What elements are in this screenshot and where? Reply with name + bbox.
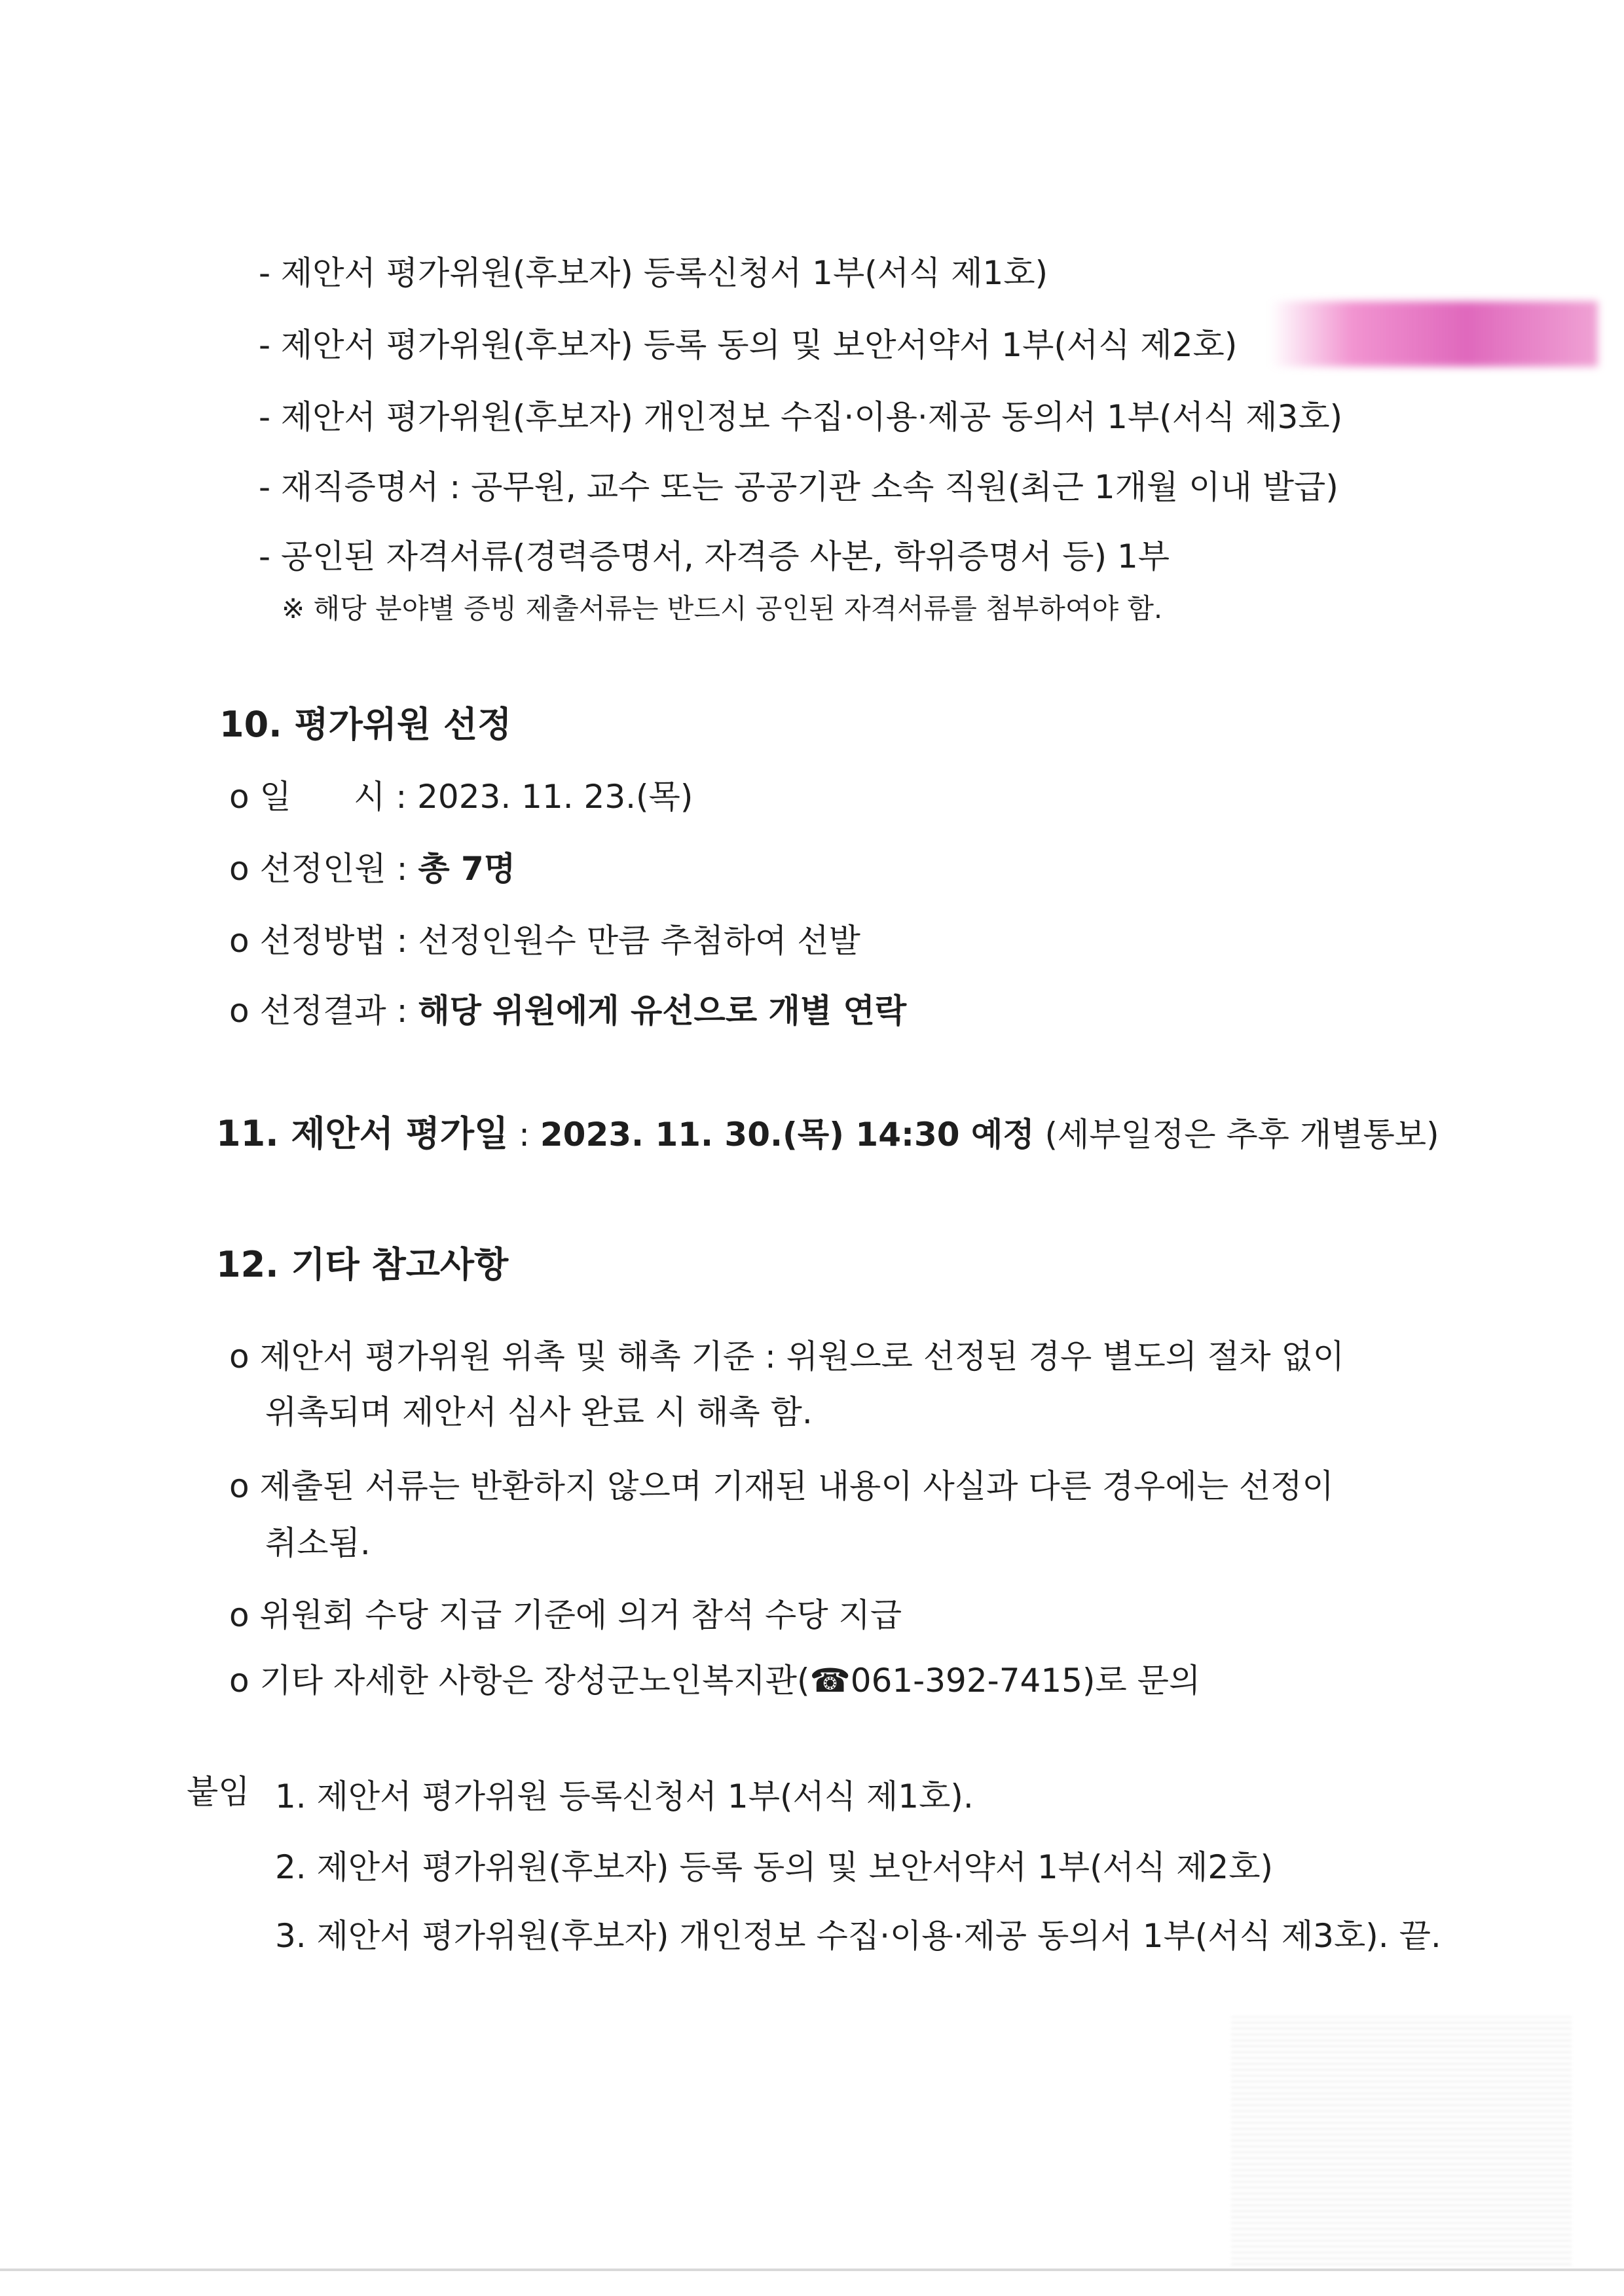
- section-12-line-1: o 제안서 평가위원 위촉 및 해촉 기준 : 위원으로 선정된 경우 별도의 절차 없이: [229, 1338, 1345, 1376]
- section-12-title: 12. 기타 참고사항: [216, 1244, 509, 1285]
- row-value: 해당 위원에게 유선으로 개별 연락: [418, 992, 907, 1030]
- scan-edge-line: [0, 2269, 1624, 2271]
- attachment-item-1: - 제안서 평가위원(후보자) 등록신청서 1부(서식 제1호): [259, 254, 1048, 292]
- row-label: o 일 시 :: [229, 778, 418, 816]
- section-12-line-3: o 제출된 서류는 반환하지 않으며 기재된 내용이 사실과 다른 경우에는 선정이: [229, 1467, 1334, 1505]
- row-value: 총 7명: [418, 850, 516, 888]
- section-11-date: 2023. 11. 30.(목) 14:30 예정: [540, 1116, 1035, 1154]
- section-11-note: (세부일정은 추후 개별통보): [1034, 1116, 1439, 1154]
- attachment-item-4: - 재직증명서 : 공무원, 교수 또는 공공기관 소속 직원(최근 1개월 이내 발급): [259, 468, 1338, 506]
- enclosure-item-2: 2. 제안서 평가위원(후보자) 등록 동의 및 보안서약서 1부(서식 제2호): [275, 1848, 1274, 1886]
- section-11-title: 11. 제안서 평가일: [216, 1113, 509, 1154]
- section-12-line-6: o 기타 자세한 사항은 장성군노인복지관(☎061-392-7415)로 문의: [229, 1662, 1201, 1700]
- row-value: 2023. 11. 23.(목): [417, 778, 693, 816]
- section-10-row-date: [229, 776, 693, 818]
- attachment-item-3: - 제안서 평가위원(후보자) 개인정보 수집·이용·제공 동의서 1부(서식 제3호): [259, 398, 1343, 436]
- section-11: [216, 1113, 1439, 1156]
- section-10-row-method: [229, 920, 860, 962]
- enclosure-label: 붙임: [187, 1773, 250, 1811]
- section-11-sep: :: [508, 1116, 540, 1154]
- section-12-line-5: o 위원회 수당 지급 기준에 의거 참석 수당 지급: [229, 1596, 902, 1634]
- section-10-row-result: [229, 990, 906, 1032]
- section-12-line-4: 취소됨.: [265, 1524, 371, 1562]
- attachment-note: ※ 해당 분야별 증빙 제출서류는 반드시 공인된 자격서류를 첨부하여야 함.: [282, 592, 1163, 625]
- row-label: o 선정인원 :: [229, 850, 418, 888]
- enclosure-item-3: 3. 제안서 평가위원(후보자) 개인정보 수집·이용·제공 동의서 1부(서식 제3호). 끝.: [275, 1917, 1441, 1955]
- row-label: o 선정결과 :: [229, 992, 418, 1030]
- attachment-item-5: - 공인된 자격서류(경력증명서, 자격증 사본, 학위증명서 등) 1부: [259, 538, 1170, 575]
- pink-highlight-mark: [1270, 301, 1598, 367]
- section-10-title: 10. 평가위원 선정: [219, 704, 512, 745]
- section-12-line-2: 위촉되며 제안서 심사 완료 시 해촉 함.: [265, 1393, 813, 1431]
- attachment-item-2: - 제안서 평가위원(후보자) 등록 동의 및 보안서약서 1부(서식 제2호): [259, 326, 1238, 364]
- section-10-row-count: [229, 848, 515, 890]
- row-label: o 선정방법 :: [229, 922, 418, 960]
- scan-shade: [1231, 2016, 1572, 2265]
- row-value: 선정인원수 만큼 추첨하여 선발: [418, 922, 860, 960]
- enclosure-item-1: 1. 제안서 평가위원 등록신청서 1부(서식 제1호).: [275, 1777, 974, 1815]
